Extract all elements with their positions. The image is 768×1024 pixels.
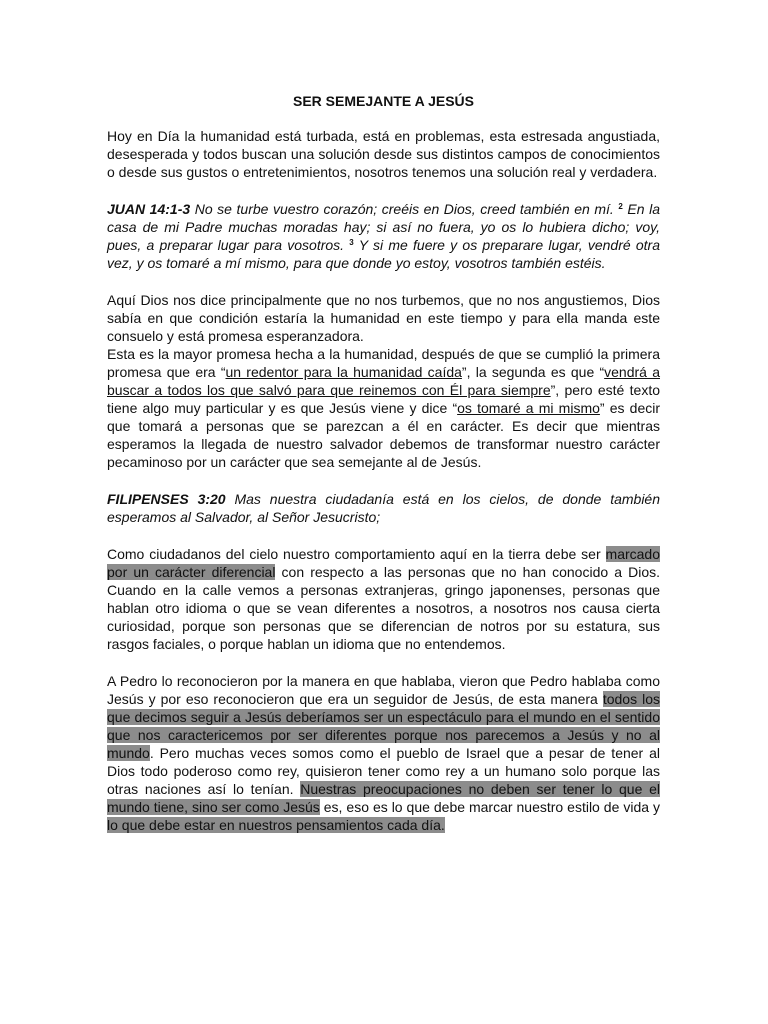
underlined-vendra: vendrá a buscar a todos los que salvó para que reinemos con Él para siempre [107, 364, 660, 398]
promise-paragraph [107, 345, 660, 471]
promise-text-c: ”, pero esté texto tiene algo muy particular y es que Jesús viene y dice “ [107, 382, 660, 416]
verse-number-3: 3 [349, 238, 354, 247]
juan-verse-paragraph [107, 200, 660, 272]
citizens-text-b: con respecto a las personas que no han conocido a Dios. Cuando en la calle vemos a personas extranjeras, gringo japonenses, personas que hablan otro idioma o que se vean diferentes a nosotros, a nosotros nos causa cierta curiosidad, porque son personas que se diferencian de notros por su estatura, sus rasgos faciales, o porque hablan un idioma que no entendemos. [107, 564, 660, 652]
pedro-text-a: A Pedro lo reconocieron por la manera en que hablaba, vieron que Pedro hablaba como Jesús y por eso reconocieron que era un seguidor de Jesús, de esta manera [107, 673, 660, 707]
juan-verse-1: No se turbe vuestro corazón; creéis en Dios, creed también en mí. [190, 201, 619, 217]
juan-reference: JUAN 14:1-3 [107, 201, 191, 217]
filipenses-verse-paragraph [107, 490, 660, 526]
explanation-paragraph: Aquí Dios nos dice principalmente que no nos turbemos, que no nos angustiemos, Dios sabía en que condición estaría la humanidad en este tiempo y para ella manda este consuelo y está promesa esperanzadora. [107, 292, 660, 344]
document-page [107, 92, 660, 834]
pedro-text-c: es, eso es lo que debe marcar nuestro estilo de vida y [319, 799, 660, 815]
document-title: SER SEMEJANTE A JESÚS [292, 93, 474, 109]
citizens-paragraph [107, 545, 660, 653]
filipenses-reference: FILIPENSES 3:20 [107, 491, 226, 507]
promise-text-a: Esta es la mayor promesa hecha a la humanidad, después de que se cumplió la primera promesa que era “ [107, 346, 660, 380]
highlighted-pensamientos: lo que debe estar en nuestros pensamientos cada día. [107, 817, 445, 833]
highlighted-preocupaciones: Nuestras preocupaciones no deben ser tener lo que el mundo tiene, sino ser como Jesús [107, 781, 661, 815]
underlined-redentor: un redentor para la humanidad caída [225, 364, 462, 380]
juan-verse-2: En la casa de mi Padre muchas moradas hay; si así no fuera, yo os lo hubiera dicho; voy, pues, a preparar lugar para vosotros. [107, 201, 660, 253]
filipenses-verse: Mas nuestra ciudadanía está en los cielos, de donde también esperamos al Salvador, al Señor Jesucristo; [107, 491, 661, 525]
highlighted-espectaculo: todos los que decimos seguir a Jesús deberíamos ser un espectáculo para el mundo en el sentido que nos caractericemos por ser diferentes porque nos parecemos a Jesús y no al mundo [107, 691, 660, 761]
promise-text-d: ” es decir que tomará a personas que se parezcan a él en carácter. Es decir que mientras esperamos la llegada de nuestro salvador debemos de transformar nuestro carácter pecaminoso por un carácter que sea semejante al de Jesús. [107, 400, 661, 470]
promise-text-b: ”, la segunda es que “ [461, 364, 605, 380]
verse-number-2: 2 [618, 202, 623, 211]
intro-paragraph: Hoy en Día la humanidad está turbada, está en problemas, esta estresada angustiada, desesperada y todos buscan una solución desde sus distintos campos de conocimientos o desde sus gustos o entretenimientos, nosotros tenemos una solución real y verdadera. [107, 128, 660, 180]
pedro-paragraph [107, 672, 660, 834]
highlighted-caracter-diferencial: marcado por un carácter diferencial [107, 546, 660, 580]
underlined-os-tomare: os tomaré a mi mismo [457, 400, 600, 416]
pedro-text-b: . Pero muchas veces somos como el pueblo de Israel que a pesar de tener al Dios todo poderoso como rey, quisieron tener como rey a un humano solo porque las otras naciones así lo tenían. [107, 745, 660, 797]
citizens-text-a: Como ciudadanos del cielo nuestro comportamiento aquí en la tierra debe ser [107, 546, 606, 562]
juan-verse-3: Y si me fuere y os preparare lugar, vendré otra vez, y os tomaré a mí mismo, para que donde yo estoy, vosotros también estéis. [107, 237, 660, 271]
